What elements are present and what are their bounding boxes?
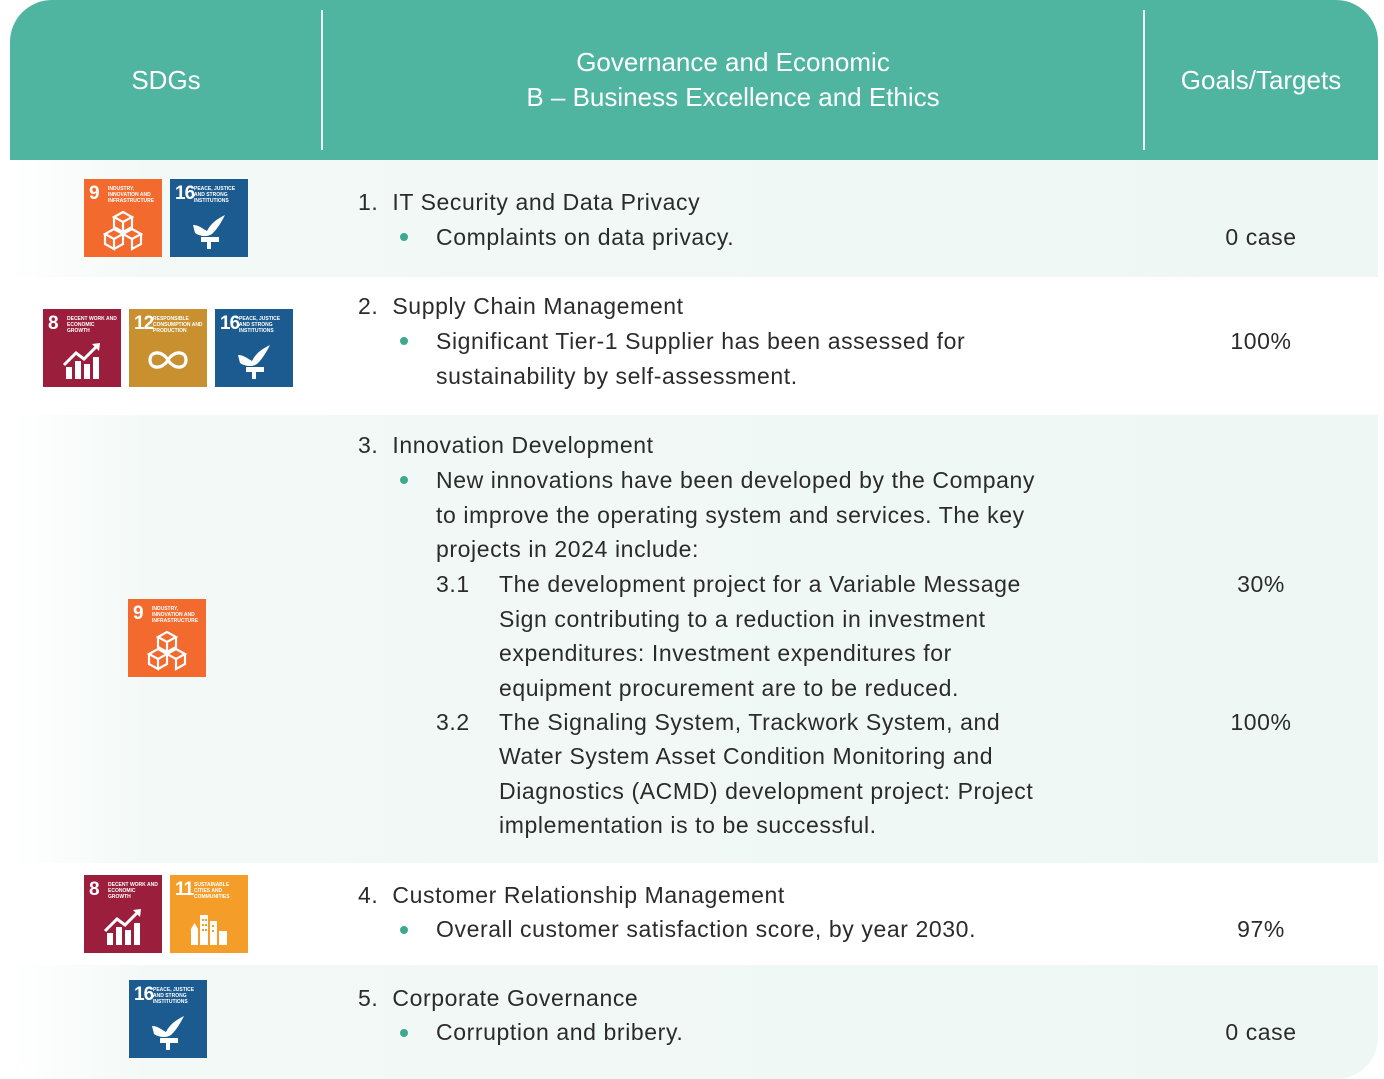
sub-item-text: equipment procurement are to be reduced. [499,675,959,701]
sdg-16-icon: 16 PEACE, JUSTICE AND STRONG INSTITUTIONS [129,980,207,1058]
header-topic [323,0,1143,160]
sdg-16-icon: 16 PEACE, JUSTICE AND STRONG INSTITUTIONS [215,309,293,387]
sub-item-text: Sign contributing to a reduction in investment [499,606,986,632]
row-bullet-text: Corruption and bribery. [436,1019,684,1045]
sub-item-number: 3.2 [436,709,470,735]
header-topic-line2: B – Business Excellence and Ethics [526,82,940,112]
table-row [10,160,1378,277]
row-goal: 100% [1230,709,1292,735]
table-header [10,0,1378,160]
sub-item-text: The development project for a Variable Message [499,571,1021,597]
row-goal: 100% [1230,328,1292,354]
bullet-dot [400,926,408,934]
bullet-dot [400,476,408,484]
sdg-12-icon: 12 RESPONSIBLE CONSUMPTION AND PRODUCTION [129,309,207,387]
sdg-9-icon: 9 INDUSTRY, INNOVATION AND INFRASTRUCTURE [128,599,206,677]
row-title: 2. Supply Chain Management [358,293,684,319]
row-bullet-text: Significant Tier-1 Supplier has been assessed for [436,328,966,354]
table-row [10,277,1378,415]
header-topic-line1: Governance and Economic [576,47,890,77]
row-bullet-text: New innovations have been developed by the Company [436,467,1035,493]
bullet-dot [400,233,408,241]
sdg-11-icon: 11 SUSTAINABLE CITIES AND COMMUNITIES [170,875,248,953]
table-row [10,965,1378,1079]
sdg-9-icon: 9 INDUSTRY, INNOVATION AND INFRASTRUCTURE [84,179,162,257]
row-title: 1. IT Security and Data Privacy [358,189,701,215]
bullet-dot [400,337,408,345]
row-title: 3. Innovation Development [358,432,654,458]
sdg-icons [43,309,293,387]
row-bullet-text: projects in 2024 include: [436,536,700,562]
sdg-16-icon: 16 PEACE, JUSTICE AND STRONG INSTITUTIONS [170,179,248,257]
header-sdgs: SDGs [131,64,201,95]
sdg-8-icon: 8 DECENT WORK AND ECONOMIC GROWTH [43,309,121,387]
bullet-dot [400,1029,408,1037]
row-goal: 0 case [1225,224,1297,250]
sdg-governance-table [10,0,1378,1079]
row-bullet-text: to improve the operating system and services. The key [436,502,1025,528]
sub-item-text: Diagnostics (ACMD) development project: Project [499,778,1034,804]
row-title: 5. Corporate Governance [358,985,639,1011]
sub-item-text: Water System Asset Condition Monitoring and [499,743,994,769]
sdg-icons [128,599,206,677]
sub-item-number: 3.1 [436,571,470,597]
row-bullet-text: Complaints on data privacy. [436,224,735,250]
row-goal: 30% [1237,571,1285,597]
sdg-icons [129,980,207,1058]
sub-item-text: implementation is to be successful. [499,812,877,838]
sdg-icons [84,179,248,257]
table-row [10,415,1378,863]
row-bullet-text: Overall customer satisfaction score, by year 2030. [436,916,977,942]
row-goal: 0 case [1225,1019,1297,1045]
row-goal: 97% [1237,916,1285,942]
row-bullet-text: sustainability by self-assessment. [436,363,798,389]
header-goals: Goals/Targets [1180,64,1342,95]
row-title: 4. Customer Relationship Management [358,882,785,908]
sdg-8-icon: 8 DECENT WORK AND ECONOMIC GROWTH [84,875,162,953]
sub-item-text: expenditures: Investment expenditures for [499,640,952,666]
table-row [10,863,1378,965]
sub-item-text: The Signaling System, Trackwork System, and [499,709,1001,735]
sdg-icons [84,875,248,953]
